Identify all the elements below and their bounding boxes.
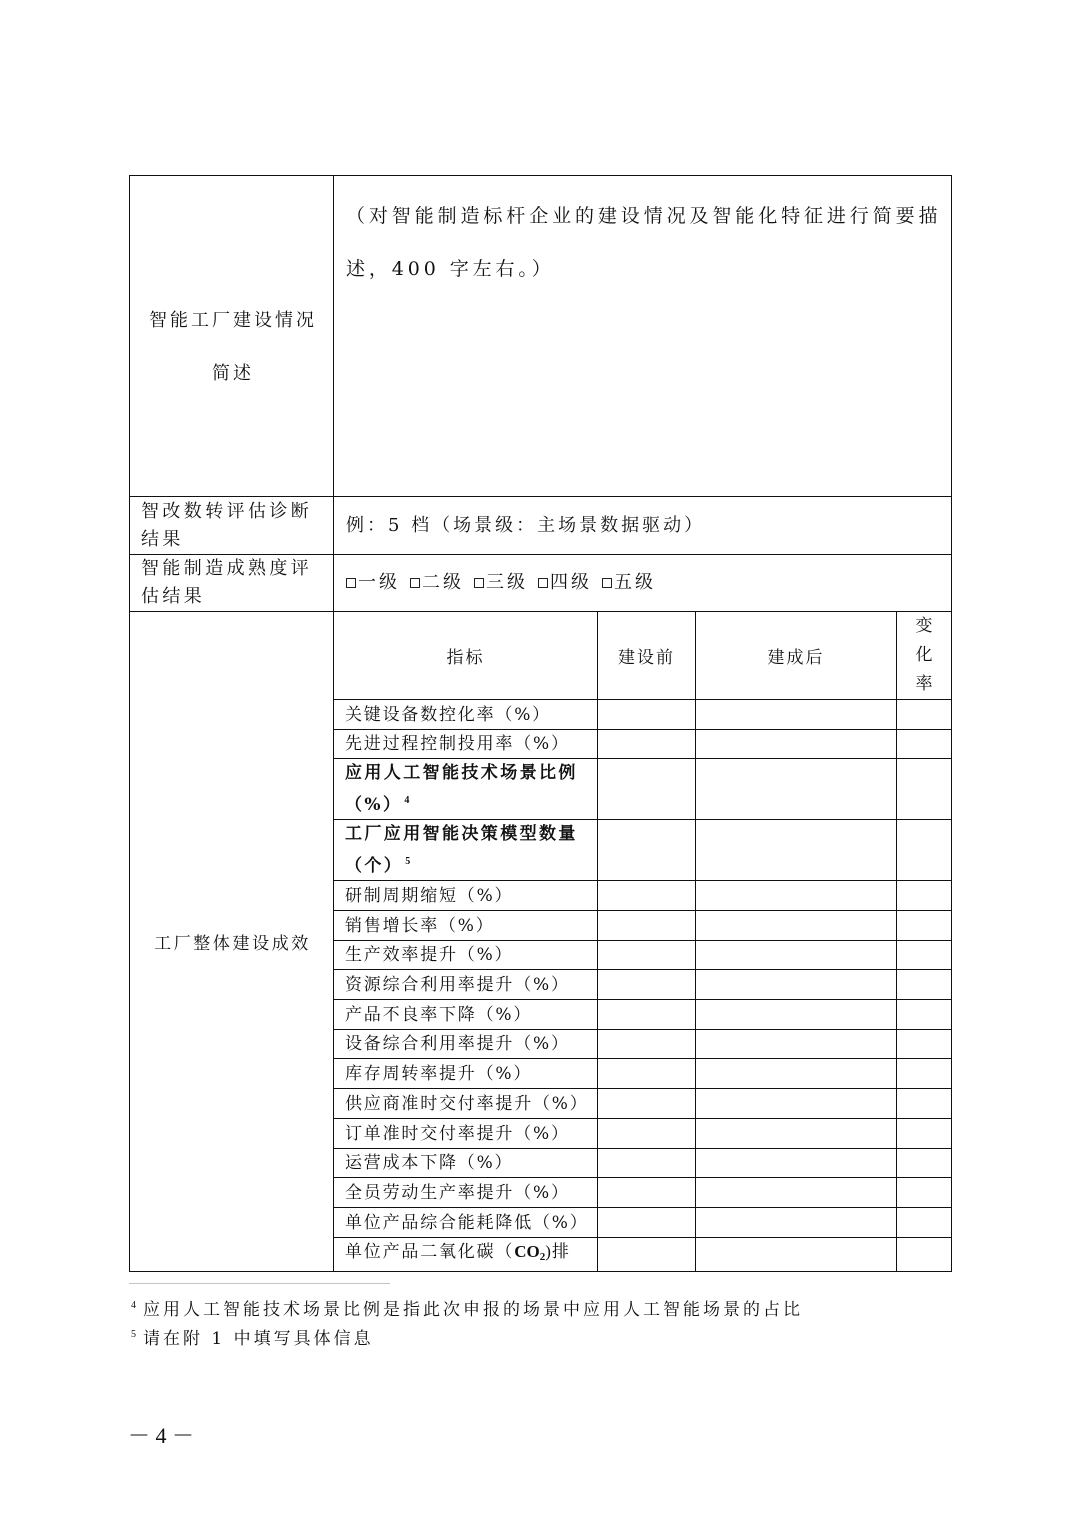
footnote-number: 5	[131, 1329, 136, 1340]
diagnosis-label-line-1: 智改数转评估诊断	[141, 500, 313, 522]
checkbox-icon	[346, 578, 356, 588]
footnote-reference: 5	[405, 856, 411, 867]
summary-instruction-line-2: 述，400 字左右。）	[346, 258, 555, 280]
diagnosis-content-cell	[334, 497, 952, 555]
before-value-cell	[598, 730, 696, 759]
indicator-cell	[334, 1089, 598, 1119]
indicator-label: 关键设备数控化率（%）	[345, 704, 551, 725]
page-number: － 4 －	[128, 1423, 195, 1448]
change-rate-cell	[897, 1149, 952, 1178]
summary-label-cell	[130, 176, 334, 497]
application-form-table	[129, 175, 952, 1272]
indicator-unit: （个）	[345, 856, 404, 876]
header-after	[696, 612, 897, 700]
indicator-cell	[334, 759, 598, 820]
maturity-option-level-3	[474, 569, 528, 597]
before-value-cell	[598, 881, 696, 911]
effectiveness-label: 工厂整体建设成效	[154, 934, 311, 954]
maturity-label-line-1: 智能制造成熟度评	[141, 558, 313, 579]
change-rate-cell	[897, 911, 952, 941]
indicator-label: 资源综合利用率提升（%）	[345, 974, 570, 995]
change-rate-cell	[897, 1178, 952, 1208]
indicator-cell	[334, 911, 598, 941]
indicator-label: 产品不良率下降（%）	[345, 1004, 533, 1025]
before-value-cell	[598, 911, 696, 941]
before-value-cell	[598, 1000, 696, 1030]
diagnosis-example-text: 例：5 档（场景级：主场景数据驱动）	[346, 514, 706, 536]
change-rate-cell	[897, 1000, 952, 1030]
maturity-options-cell	[334, 555, 952, 612]
before-value-cell	[598, 759, 696, 820]
change-rate-cell	[897, 820, 952, 881]
header-change-rate-label: 变化率	[915, 616, 933, 694]
indicator-cell	[334, 1149, 598, 1178]
maturity-option-level-2	[410, 569, 464, 597]
change-rate-cell	[897, 700, 952, 730]
footnote-5	[129, 1324, 929, 1353]
indicator-cell	[334, 700, 598, 730]
after-value-cell	[696, 730, 897, 759]
indicator-label: 设备综合利用率提升（%）	[345, 1034, 570, 1054]
maturity-row	[130, 555, 952, 612]
footnote-reference: 4	[404, 795, 410, 806]
after-value-cell	[696, 911, 897, 941]
chemical-subscript: 2	[539, 1251, 546, 1263]
header-before	[598, 612, 696, 700]
indicator-label: 研制周期缩短（%）	[345, 885, 514, 906]
change-rate-cell	[897, 1030, 952, 1059]
summary-instruction-line-1: （对智能制造标杆企业的建设情况及智能化特征进行简要描	[346, 205, 942, 227]
after-value-cell	[696, 1059, 897, 1089]
after-value-cell	[696, 820, 897, 881]
indicator-cell	[334, 820, 598, 881]
before-value-cell	[598, 820, 696, 881]
maturity-option-label: 四级	[550, 572, 592, 593]
indicator-unit: （%）	[345, 795, 403, 815]
change-rate-cell	[897, 1119, 952, 1149]
after-value-cell	[696, 1030, 897, 1059]
footnote-separator	[129, 1283, 390, 1284]
summary-content-cell	[334, 176, 952, 497]
closing-paren: )	[545, 1242, 552, 1261]
change-rate-cell	[897, 759, 952, 820]
before-value-cell	[598, 1178, 696, 1208]
before-value-cell	[598, 1119, 696, 1149]
indicator-cell	[334, 881, 598, 911]
indicator-label: 订单准时交付率提升（%）	[345, 1123, 570, 1144]
indicator-cell	[334, 730, 598, 759]
indicator-cell	[334, 1178, 598, 1208]
maturity-label-line-2: 估结果	[141, 586, 206, 607]
after-value-cell	[696, 970, 897, 1000]
indicator-label-line-2	[345, 787, 597, 819]
footnote-text: 应用人工智能技术场景比例是指此次申报的场景中应用人工智能场景的占比	[143, 1300, 803, 1320]
diagnosis-row	[130, 497, 952, 555]
after-value-cell	[696, 759, 897, 820]
indicator-cell	[334, 941, 598, 970]
indicator-label: 运营成本下降（%）	[345, 1153, 514, 1173]
before-value-cell	[598, 700, 696, 730]
after-value-cell	[696, 941, 897, 970]
change-rate-cell	[897, 1089, 952, 1119]
footnotes	[129, 1295, 929, 1353]
indicator-label-prefix: 单位产品二氧化碳（	[345, 1242, 515, 1262]
after-value-cell	[696, 1149, 897, 1178]
checkbox-icon	[538, 578, 548, 588]
summary-label-line-2: 简述	[212, 363, 254, 384]
change-rate-cell	[897, 1208, 952, 1238]
indicator-cell	[334, 1030, 598, 1059]
before-value-cell	[598, 1149, 696, 1178]
before-value-cell	[598, 1208, 696, 1238]
maturity-option-level-1	[346, 569, 400, 597]
checkbox-icon	[474, 578, 484, 588]
maturity-option-label: 五级	[614, 572, 656, 593]
header-change-rate	[897, 612, 952, 700]
before-value-cell	[598, 1238, 696, 1272]
header-indicator	[334, 612, 598, 700]
maturity-option-level-4	[538, 569, 592, 597]
checkbox-icon	[410, 578, 420, 588]
effectiveness-label-cell	[130, 612, 334, 1272]
indicator-label: 供应商准时交付率提升（%）	[345, 1093, 589, 1114]
header-indicator-label: 指标	[446, 648, 485, 668]
maturity-option-label: 三级	[486, 572, 528, 593]
before-value-cell	[598, 1030, 696, 1059]
indicator-label-line-1: 工厂应用智能决策模型数量	[345, 824, 578, 844]
indicator-label: 单位产品综合能耗降低（%）	[345, 1212, 589, 1233]
indicator-label: 全员劳动生产率提升（%）	[345, 1182, 570, 1203]
change-rate-cell	[897, 970, 952, 1000]
after-value-cell	[696, 881, 897, 911]
checkbox-icon	[602, 578, 612, 588]
header-after-label: 建成后	[767, 648, 825, 668]
after-value-cell	[696, 1238, 897, 1272]
indicator-label: 先进过程控制投用率（%）	[345, 734, 570, 754]
indicator-cell	[334, 970, 598, 1000]
header-before-label: 建设前	[618, 648, 675, 668]
after-value-cell	[696, 700, 897, 730]
indicator-label: 销售增长率（%）	[345, 915, 495, 936]
footnote-number: 4	[131, 1300, 136, 1311]
before-value-cell	[598, 970, 696, 1000]
after-value-cell	[696, 1208, 897, 1238]
indicator-label-line-2	[345, 848, 597, 880]
chemical-formula: CO	[514, 1242, 540, 1261]
maturity-option-label: 一级	[358, 572, 400, 593]
maturity-option-label: 二级	[422, 572, 464, 593]
change-rate-cell	[897, 730, 952, 759]
indicator-cell	[334, 1059, 598, 1089]
indicator-label: 生产效率提升（%）	[345, 945, 514, 965]
maturity-label-cell	[130, 555, 334, 612]
indicator-label-suffix: 排	[551, 1242, 571, 1262]
footnote-4	[129, 1295, 929, 1324]
change-rate-cell	[897, 1238, 952, 1272]
footnote-text: 请在附 1 中填写具体信息	[143, 1329, 374, 1349]
diagnosis-label-line-2: 结果	[141, 528, 184, 550]
summary-row	[130, 176, 952, 497]
effectiveness-header-row	[130, 612, 952, 700]
indicator-cell	[334, 1208, 598, 1238]
indicator-label: 库存周转率提升（%）	[345, 1063, 533, 1084]
indicator-cell	[334, 1238, 598, 1272]
diagnosis-label-cell	[130, 497, 334, 555]
change-rate-cell	[897, 1059, 952, 1089]
indicator-cell	[334, 1000, 598, 1030]
before-value-cell	[598, 941, 696, 970]
after-value-cell	[696, 1119, 897, 1149]
after-value-cell	[696, 1089, 897, 1119]
before-value-cell	[598, 1089, 696, 1119]
after-value-cell	[696, 1178, 897, 1208]
after-value-cell	[696, 1000, 897, 1030]
indicator-cell	[334, 1119, 598, 1149]
before-value-cell	[598, 1059, 696, 1089]
indicator-label-line-1: 应用人工智能技术场景比例	[345, 763, 578, 783]
change-rate-cell	[897, 881, 952, 911]
maturity-option-level-5	[602, 569, 656, 597]
summary-label-line-1: 智能工厂建设情况	[149, 310, 317, 331]
change-rate-cell	[897, 941, 952, 970]
